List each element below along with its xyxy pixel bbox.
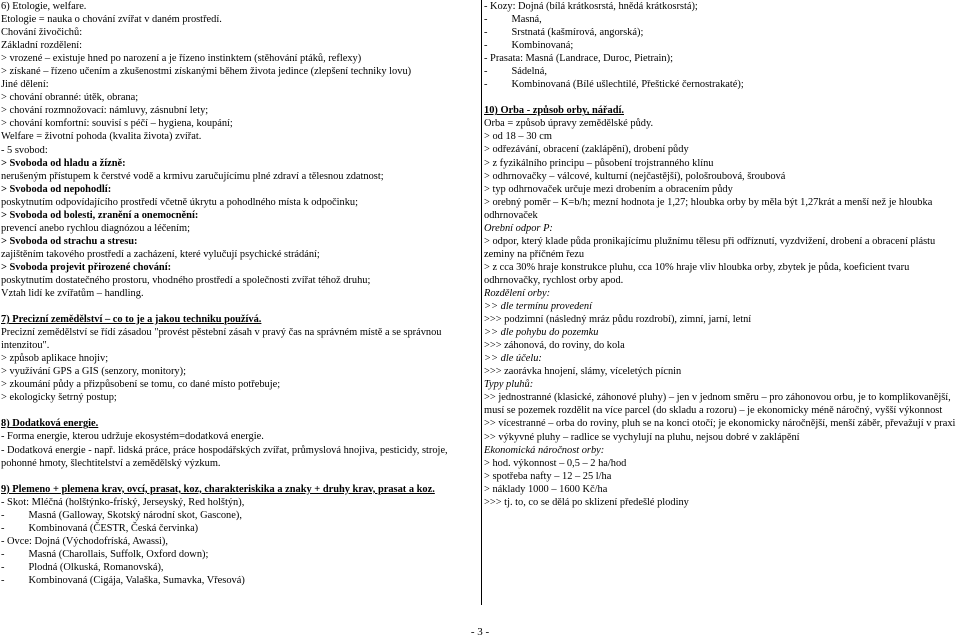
left-text-line: > Svoboda od strachu a stresu:	[1, 235, 138, 247]
left-text-line: > Svoboda od hladu a žízně:	[1, 157, 126, 169]
left-text-line: Vztah lidí ke zvířatům – handling.	[1, 288, 144, 300]
left-text-line: - Skot: Mléčná (holštýnko-fríský, Jerseyský, Red holštýn),	[1, 496, 245, 508]
left-text-line: - 5 svobod:	[1, 144, 48, 156]
left-text-line: Etologie = nauka o chování zvířat v daném prostředí.	[1, 14, 222, 26]
right-text-line: > spotřeba nafty – 12 – 25 l/ha	[484, 470, 612, 482]
left-text-line: 8) Dodatková energie.	[1, 418, 99, 430]
right-text-line: - Masná,	[484, 14, 542, 26]
left-text-line: - Dodatková energie - např. lidská práce, práce hospodářských zvířat, průmyslová hnojiva, pesticidy, stroje, pohonné hmoty, šlechtitelství a zemědělský výzkum.	[1, 444, 448, 469]
left-text-line: > chování obranné: útěk, obrana;	[1, 92, 139, 104]
left-text-line: > využívání GPS a GIS (senzory, monitory);	[1, 366, 186, 378]
left-text-line: Jiné dělení:	[1, 79, 49, 91]
left-text-line: - Ovce: Dojná (Východofríská, Awassi),	[1, 535, 168, 547]
right-text-line: >> dle účelu:	[484, 353, 542, 365]
right-text-line: >> vícestranné – orba do roviny, pluh se na konci otočí; je ekonomicky náročnější, menší záběr, převažují v praxi	[484, 418, 956, 430]
left-column	[1, 0, 473, 587]
right-text-line: Orba = způsob úpravy zemědělské půdy.	[484, 118, 654, 130]
right-text-line: >> dle pohybu do pozemku	[484, 327, 599, 339]
right-text-line: - Kozy: Dojná (bílá krátkosrstá, hnědá krátkosrstá);	[484, 1, 698, 12]
left-text-line: - Kombinovaná (ČESTR, Česká červinka)	[1, 522, 199, 534]
left-text-line: - Plodná (Olkuská, Romanovská),	[1, 561, 164, 573]
right-text-line: - Kombinovaná (Bílé ušlechtilé, Přeštické černostrakaté);	[484, 79, 744, 91]
right-text-line: >> výkyvné pluhy – radlice se vychylují na pluhu, nejsou dobré v zaklápění	[484, 431, 800, 443]
right-text-line: >> jednostranné (klasické, záhonové pluhy) – jen v jednom směru – pro záhonovou orbu, je to komplikovanější, musí se pozemek rozdělit na více parcel (do skladu a rozoru) – je ekonomicky méně náročný, vyšší výkonnost	[484, 392, 951, 417]
right-text-line: >>> záhonová, do roviny, do kola	[484, 340, 625, 352]
right-column	[484, 0, 959, 509]
right-text-line: >>> podzimní (následný mráz půdu rozdrobí), zimní, jarní, letní	[484, 314, 752, 326]
left-text-line: - Forma energie, kterou udržuje ekosystém=dodatková energie.	[1, 431, 264, 443]
right-text-line: Ekonomická náročnost orby:	[484, 444, 605, 456]
left-text-line: Precizní zemědělství se řídí zásadou "provést pěstební zásah v pravý čas na správném místě a se správnou intenzitou".	[1, 327, 442, 352]
left-text-line: > způsob aplikace hnojiv;	[1, 353, 109, 365]
right-text-line: > z cca 30% hraje konstrukce pluhu, cca 10% hraje vliv hloubka orby, zbytek je půda, koeficient tvaru odhrnovačky, rychlost orby apod.	[484, 261, 910, 286]
left-text-line: > ekologicky šetrný postup;	[1, 392, 117, 404]
left-text-line: - Kombinovaná (Cigája, Valaška, Sumavka, Vřesová)	[1, 574, 245, 586]
left-text-line: - Masná (Charollais, Suffolk, Oxford down);	[1, 548, 209, 560]
right-text-line: > z fyzikálního principu – působení trojstranného klínu	[484, 157, 714, 169]
right-text-line: Orební odpor P:	[484, 222, 553, 234]
right-text-line: >> dle termínu provedení	[484, 301, 592, 313]
right-text-line: > odpor, který klade půda pronikajícímu plužnímu tělesu při odříznutí, vyzdvižení, drobení a obracení plástu zeminy na příčném řezu	[484, 235, 936, 260]
right-text-line: Typy pluhů:	[484, 379, 534, 391]
left-text-line: Chování živočichů:	[1, 27, 83, 39]
page-number: - 3 -	[470, 626, 490, 638]
spacer	[1, 300, 473, 313]
left-text-line: > zkoumání půdy a přizpůsobení se tomu, co dané místo potřebuje;	[1, 379, 281, 391]
spacer	[1, 404, 473, 417]
left-text-line: > získané – řízeno učením a zkušenostmi získanými během života jedince (zlepšení techniky lovu)	[1, 66, 412, 78]
left-text-line: Welfare = životní pohoda (kvalita života) zvířat.	[1, 131, 202, 143]
right-text-line: > od 18 – 30 cm	[484, 131, 552, 143]
left-text-line: poskytnutím odpovídajícího prostředí včetně úkrytu a pohodlného místa k odpočinku;	[1, 196, 358, 208]
left-text-line: 9) Plemeno + plemena krav, ovcí, prasat, koz, charakteriskika a znaky + druhy krav, prasat a koz.	[1, 483, 435, 495]
left-text-line: prevencí anebo rychlou diagnózou a léčením;	[1, 222, 190, 234]
left-text-line: > vrozené – existuje hned po narození a je řízeno instinktem (stěhování ptáků, reflexy)	[1, 53, 362, 65]
left-text-line: poskytnutím dostatečného prostoru, vhodného prostředí a společnosti zvířat téhož druhu;	[1, 274, 371, 286]
right-text-line: > odhrnovačky – válcové, kulturní (nejčastější), pološroubová, šroubová	[484, 170, 786, 182]
left-text-line: > chování rozmnožovací: námluvy, zásnubní lety;	[1, 105, 209, 117]
right-text-line: > hod. výkonnost – 0,5 – 2 ha/hod	[484, 457, 627, 469]
right-text-line: > orebný poměr – K=b/h; mezní hodnota je 1,27; hloubka orby by měla být 1,27krát a menší než je hloubka odhrnovaček	[484, 196, 933, 221]
right-text-line: - Srstnatá (kašmírová, angorská);	[484, 27, 644, 39]
left-text-line: - Masná (Galloway, Skotský národní skot, Gascone),	[1, 509, 242, 521]
right-text-line: > typ odhrnovaček určuje mezi drobením a obracením půdy	[484, 183, 733, 195]
right-text-line: Rozdělení orby:	[484, 287, 551, 299]
column-divider	[481, 0, 482, 605]
left-text-line: Základní rozdělení:	[1, 40, 83, 52]
right-text-line: > náklady 1000 – 1600 Kč/ha	[484, 483, 608, 495]
right-text-line: - Kombinovaná;	[484, 40, 574, 52]
left-text-line: nerušeným přístupem k čerstvé vodě a krmivu zaručujícímu plné zdraví a tělesnou zdatnost;	[1, 170, 384, 182]
right-text-line: >>> zaorávka hnojení, slámy, víceletých pícnin	[484, 366, 682, 378]
left-text-line: > Svoboda od bolesti, zranění a onemocnění:	[1, 209, 199, 221]
right-text-line: 10) Orba - způsob orby, nářadí.	[484, 105, 625, 117]
left-text-line: > Svoboda projevit přirozené chování:	[1, 261, 172, 273]
left-text-line: zajištěním takového prostředí a zacházení, které vylučují psychické strádání;	[1, 248, 320, 260]
right-text-line: > odřezávání, obracení (zaklápění), drobení půdy	[484, 144, 689, 156]
left-text-line: > Svoboda od nepohodlí:	[1, 183, 112, 195]
left-text-line: 7) Precizní zemědělství – co to je a jakou techniku používá.	[1, 314, 262, 326]
left-text-line: > chování komfortní: souvisí s péčí – hygiena, koupání;	[1, 118, 233, 130]
spacer	[484, 91, 959, 104]
right-text-line: - Prasata: Masná (Landrace, Duroc, Pietrain);	[484, 53, 673, 65]
spacer	[1, 470, 473, 483]
right-text-line: >>> tj. to, co se dělá po sklizení předešlé plodiny	[484, 496, 689, 508]
right-text-line: - Sádelná,	[484, 66, 547, 78]
left-text-line: 6) Etologie, welfare.	[1, 1, 87, 12]
